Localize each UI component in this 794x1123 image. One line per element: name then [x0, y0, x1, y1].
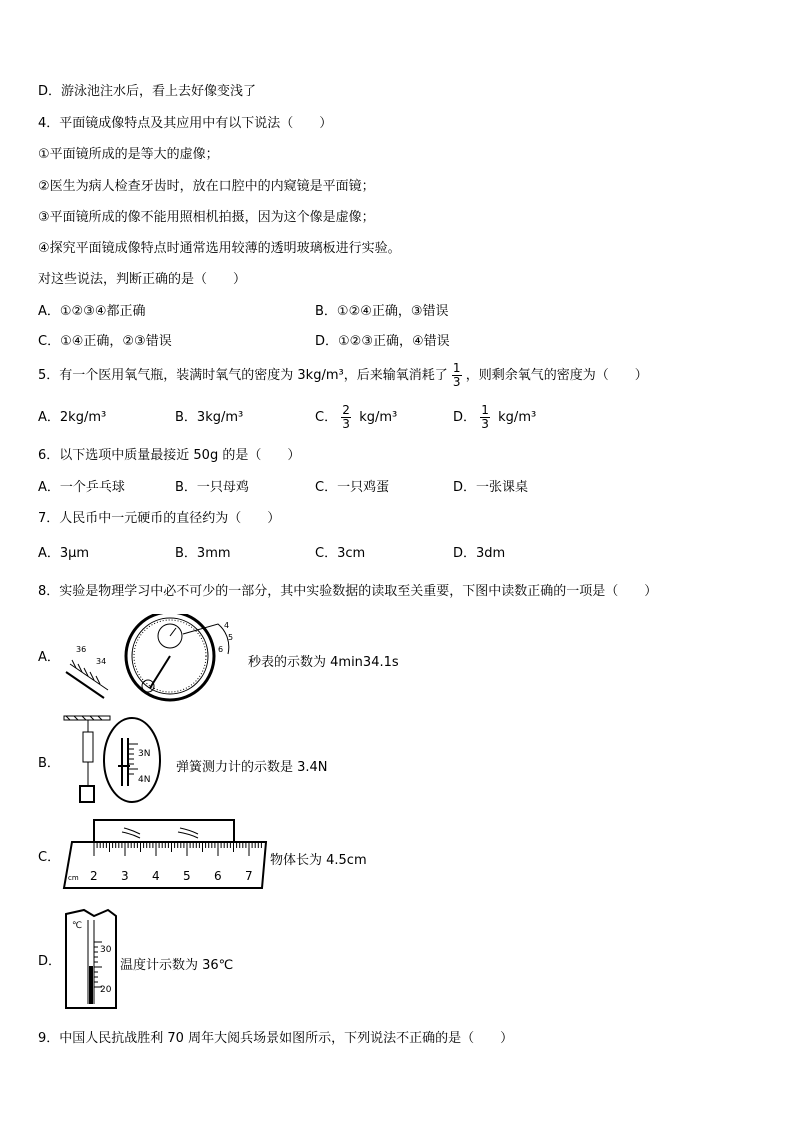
- hanging-weight: [80, 786, 94, 802]
- q7-option-b: B．3mm: [175, 546, 231, 561]
- q5-option-b: B．3kg/m³: [175, 410, 244, 425]
- q8-stem: 8．实验是物理学习中必不可少的一部分，其中实验数据的读取至关重要，下图中读数正确的一项是（ ）: [38, 584, 658, 599]
- thermo-label: ℃: [72, 921, 83, 931]
- unit: kg/m³: [498, 410, 537, 425]
- q4-stem: 4．平面镜成像特点及其应用中有以下说法（ ）: [38, 116, 333, 131]
- stopwatch-figure: [58, 614, 248, 704]
- stopwatch-label: 5: [228, 633, 234, 642]
- q7-option-a: A．3μm: [38, 546, 90, 561]
- fraction-two-thirds: [341, 404, 351, 431]
- q8-option-a-label: A．: [38, 650, 60, 665]
- thermo-label: 30: [100, 945, 112, 955]
- q9-stem: 9．中国人民抗战胜利 70 周年大阅兵场景如图所示，下列说法不正确的是（ ）: [38, 1031, 514, 1046]
- q5-stem-pre: 5．有一个医用氧气瓶，装满时氧气的密度为 3kg/m³，后来输氧消耗了: [38, 368, 448, 383]
- stopwatch-label: 6: [218, 645, 224, 654]
- q8-option-d-text: 温度计示数为 36℃: [120, 958, 234, 973]
- spring-scale-figure: [62, 714, 172, 806]
- fraction-numerator: 1: [452, 361, 461, 375]
- q8-option-b-label: B．: [38, 756, 60, 771]
- q4-option-a: A．①②③④都正确: [38, 304, 146, 319]
- q5-stem-post: ，则剩余氧气的密度为（ ）: [465, 368, 648, 383]
- spring-label: 3N: [138, 749, 151, 759]
- thermometer-figure: [64, 906, 120, 1010]
- stopwatch-label: 4: [224, 621, 230, 630]
- option-label: C．: [315, 410, 338, 425]
- q4-statement-3: ③平面镜所成的像不能用照相机拍摄，因为这个像是虚像；: [38, 210, 375, 225]
- q3-option-d: D．游泳池注水后，看上去好像变浅了: [38, 84, 257, 99]
- ruler-label: cm: [68, 874, 79, 882]
- q6-option-c: C．一只鸡蛋: [315, 480, 390, 495]
- fraction-one-third-d: [480, 404, 490, 431]
- q7-stem: 7．人民币中一元硬币的直径约为（ ）: [38, 511, 281, 526]
- ruler-label: 3: [121, 869, 129, 883]
- q4-option-d: D．①②③正确，④错误: [315, 334, 450, 349]
- q8-option-a-text: 秒表的示数为 4min34.1s: [248, 655, 399, 670]
- spring-label: 4N: [138, 775, 151, 785]
- measured-object: [94, 820, 234, 842]
- q5-stem: [38, 358, 648, 394]
- q4-option-c: C．①④正确，②③错误: [38, 334, 172, 349]
- ruler-label: 5: [183, 869, 191, 883]
- q4-statement-2: ②医生为病人检查牙齿时，放在口腔中的内窥镜是平面镜；: [38, 179, 375, 194]
- option-label: D．: [453, 410, 477, 425]
- fraction-denominator: 3: [342, 417, 350, 431]
- ruler-label: 6: [214, 869, 222, 883]
- unit: kg/m³: [359, 410, 398, 425]
- fraction-numerator: 1: [481, 403, 489, 417]
- q7-option-d: D．3dm: [453, 546, 506, 561]
- q8-option-b-text: 弹簧测力计的示数是 3.4N: [176, 760, 328, 775]
- fraction-numerator: 2: [342, 403, 350, 417]
- q5-option-a: A．2kg/m³: [38, 410, 107, 425]
- q4-ask: 对这些说法，判断正确的是（ ）: [38, 272, 247, 287]
- fraction-denominator: 3: [481, 417, 489, 431]
- q8-option-c-label: C．: [38, 850, 61, 865]
- q8-option-c-text: 物体长为 4.5cm: [270, 853, 367, 868]
- stopwatch-label: 34: [96, 657, 107, 666]
- ruler-label: 2: [90, 869, 98, 883]
- spring-scale-body: [83, 732, 93, 762]
- stopwatch-scale-left: [66, 672, 104, 698]
- q6-option-b: B．一只母鸡: [175, 480, 249, 495]
- ruler-figure: [62, 818, 270, 892]
- q6-option-d: D．一张课桌: [453, 480, 529, 495]
- thermometer-liquid: [89, 966, 93, 1004]
- fraction-denominator: 3: [452, 375, 461, 389]
- q4-statement-4: ④探究平面镜成像特点时通常选用较薄的透明玻璃板进行实验。: [38, 241, 401, 256]
- q7-option-c: C．3cm: [315, 546, 366, 561]
- spring-scale-zoom: [104, 718, 160, 802]
- fraction-one-third: [452, 362, 462, 389]
- thermo-label: 20: [100, 985, 112, 995]
- q6-stem: 6．以下选项中质量最接近 50g 的是（ ）: [38, 448, 301, 463]
- q4-statement-1: ①平面镜所成的是等大的虚像；: [38, 147, 219, 162]
- q4-option-b: B．①②④正确，③错误: [315, 304, 449, 319]
- ruler-label: 7: [245, 869, 253, 883]
- ruler-label: 4: [152, 869, 160, 883]
- q8-option-d-label: D．: [38, 954, 62, 969]
- q6-option-a: A．一个乒乓球: [38, 480, 125, 495]
- q5-option-c: [315, 400, 397, 436]
- stopwatch-label: 36: [76, 645, 87, 654]
- q5-option-d: [453, 400, 536, 436]
